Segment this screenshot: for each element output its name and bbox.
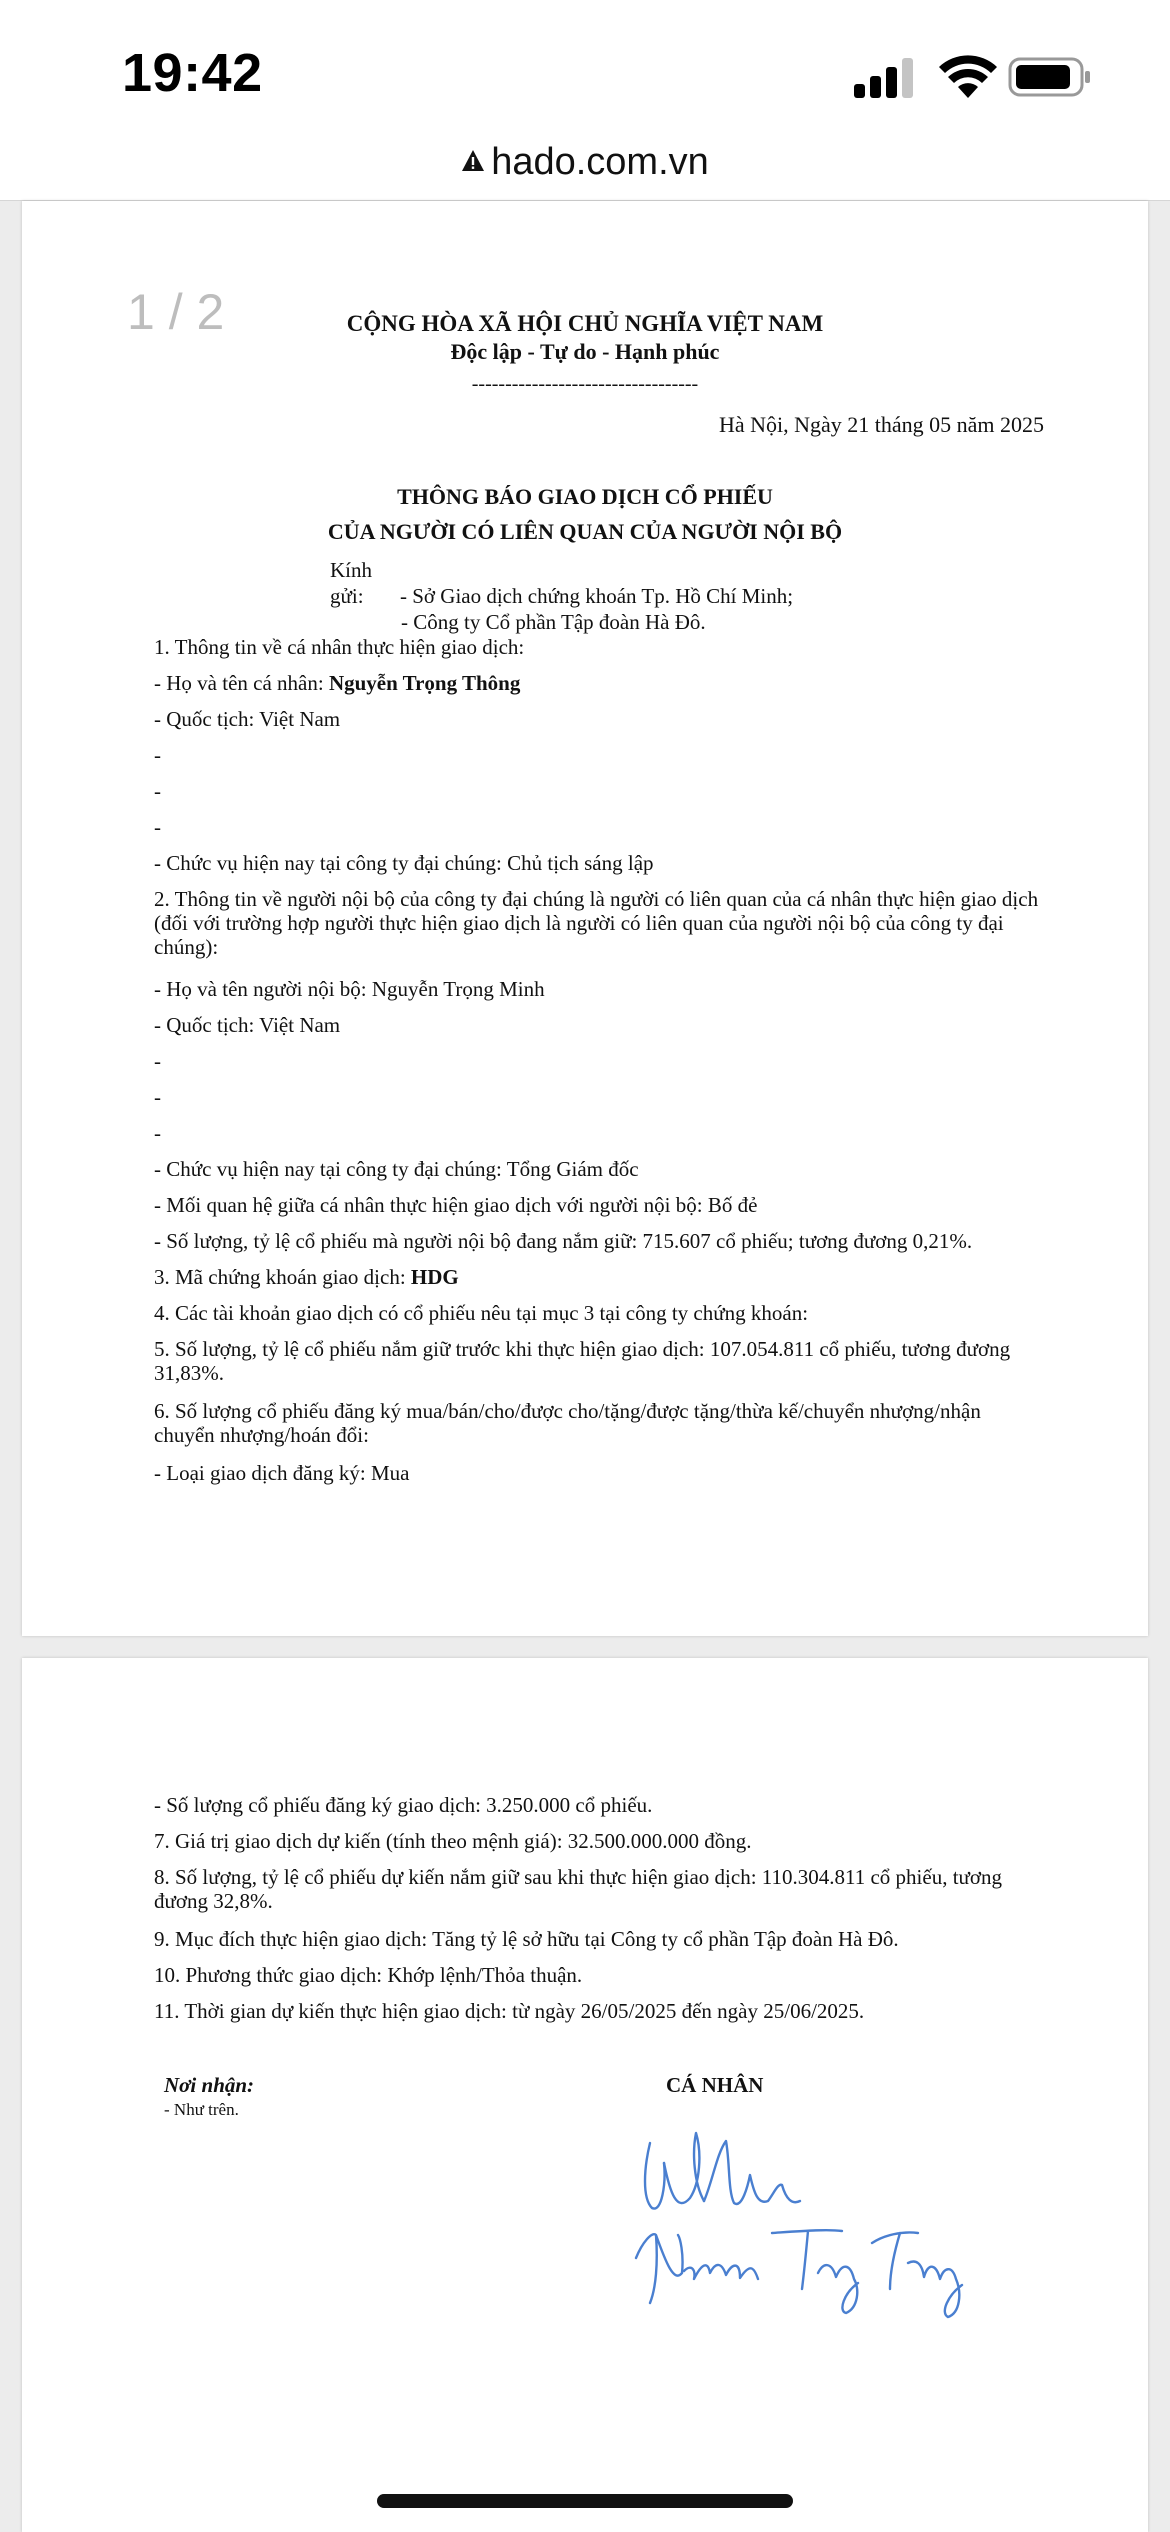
stock-code-value: HDG (410, 1265, 459, 1289)
individual-position: - Chức vụ hiện nay tại công ty đại chúng: Chủ tịch sáng lập (154, 851, 654, 875)
document-date: Hà Nội, Ngày 21 tháng 05 năm 2025 (718, 412, 1044, 437)
section-11: 11. Thời gian dự kiến thực hiện giao dịch: từ ngày 26/05/2025 đến ngày 25/06/2025. (154, 1999, 865, 2023)
document-page-2 (22, 1658, 1148, 2532)
registered-quantity: - Số lượng cổ phiếu đăng ký giao dịch: 3.250.000 cổ phiếu. (154, 1793, 653, 1817)
wifi-icon (938, 54, 998, 100)
url-bar[interactable] (0, 140, 1170, 201)
battery-icon (1008, 56, 1092, 98)
stock-code (154, 1265, 1044, 1289)
blank-dash: - (154, 1121, 161, 1145)
recipients (330, 557, 793, 635)
document-subtitle: CỦA NGƯỜI CÓ LIÊN QUAN CỦA NGƯỜI NỘI BỘ (327, 519, 843, 544)
warning-icon (461, 149, 485, 173)
individual-name-value: Nguyễn Trọng Thông (328, 671, 521, 695)
home-indicator[interactable] (377, 2494, 793, 2508)
national-title: CỘNG HÒA XÃ HỘI CHỦ NGHĨA VIỆT NAM (346, 311, 824, 336)
individual-name-label: - Họ và tên cá nhân: (154, 671, 329, 695)
individual-name (154, 671, 1044, 695)
document-page-1 (22, 201, 1148, 1636)
blank-dash: - (154, 1049, 161, 1073)
individual-nationality: - Quốc tịch: Việt Nam (154, 707, 341, 731)
kinh-gui-label: Kính gửi: (330, 558, 372, 608)
recipient-1: - Sở Giao dịch chứng khoán Tp. Hồ Chí Minh; (400, 584, 794, 608)
signer-label: CÁ NHÂN (666, 2073, 764, 2097)
pdf-viewer[interactable] (0, 201, 1170, 2532)
insider-nationality: - Quốc tịch: Việt Nam (154, 1013, 341, 1037)
status-bar (0, 0, 1170, 140)
handwritten-signature (622, 2113, 1022, 2333)
stock-code-label: 3. Mã chứng khoán giao dịch: (154, 1265, 411, 1289)
blank-dash: - (154, 815, 161, 839)
recipient-2: - Công ty Cổ phần Tập đoàn Hà Đô. (401, 610, 706, 634)
section-1-title: 1. Thông tin về cá nhân thực hiện giao dịch: (154, 635, 525, 659)
section-9: 9. Mục đích thực hiện giao dịch: Tăng tỷ lệ sở hữu tại Công ty cổ phần Tập đoàn Hà Đô. (154, 1927, 899, 1951)
section-5: 5. Số lượng, tỷ lệ cổ phiếu nắm giữ trước khi thực hiện giao dịch: 107.054.811 cổ phiếu, tương đương 31,83%. (154, 1337, 1011, 1385)
insider-name: - Họ và tên người nội bộ: Nguyễn Trọng Minh (154, 977, 545, 1001)
noi-nhan-item: - Như trên. (164, 2100, 239, 2119)
blank-dash: - (154, 743, 161, 767)
insider-relation: - Mối quan hệ giữa cá nhân thực hiện giao dịch với người nội bộ: Bố đẻ (154, 1193, 758, 1217)
status-time: 19:42 (122, 43, 263, 103)
national-motto: Độc lập - Tự do - Hạnh phúc (450, 339, 720, 364)
url-text[interactable]: hado.com.vn (491, 141, 709, 183)
transaction-type: - Loại giao dịch đăng ký: Mua (154, 1461, 410, 1485)
page-indicator: 1 / 2 (127, 284, 225, 340)
insider-holding: - Số lượng, tỷ lệ cổ phiếu mà người nội bộ đang nắm giữ: 715.607 cổ phiếu; tương đương 0,21%. (154, 1229, 973, 1253)
section-8: 8. Số lượng, tỷ lệ cổ phiếu dự kiến nắm giữ sau khi thực hiện giao dịch: 110.304.811 cổ phiếu, tương đương 32,8%. (154, 1865, 1003, 1913)
section-6: 6. Số lượng cổ phiếu đăng ký mua/bán/cho/được cho/tặng/được tặng/thừa kế/chuyển nhượng/nhận chuyển nhượng/hoán đổi: (154, 1399, 981, 1447)
header-rule: ---------------------------------- (471, 373, 699, 395)
blank-dash: - (154, 779, 161, 803)
insider-position: - Chức vụ hiện nay tại công ty đại chúng: Tổng Giám đốc (154, 1157, 639, 1181)
section-7: 7. Giá trị giao dịch dự kiến (tính theo mệnh giá): 32.500.000.000 đồng. (154, 1829, 752, 1853)
noi-nhan-label: Nơi nhận: (164, 2073, 255, 2097)
section-2-title: 2. Thông tin về người nội bộ của công ty đại chúng là người có liên quan của cá nhân thực hiện giao dịch (đối với trường hợp người thực hiện giao dịch là người có liên quan của người nội bộ của công ty đại chúng): (154, 887, 1039, 959)
document-title: THÔNG BÁO GIAO DỊCH CỔ PHIẾU (397, 484, 773, 509)
section-4: 4. Các tài khoản giao dịch có cổ phiếu nêu tại mục 3 tại công ty chứng khoán: (154, 1301, 809, 1325)
cellular-signal-icon (852, 56, 916, 100)
blank-dash: - (154, 1085, 161, 1109)
recipient-block (164, 2073, 254, 2120)
section-10: 10. Phương thức giao dịch: Khớp lệnh/Thỏa thuận. (154, 1963, 583, 1987)
